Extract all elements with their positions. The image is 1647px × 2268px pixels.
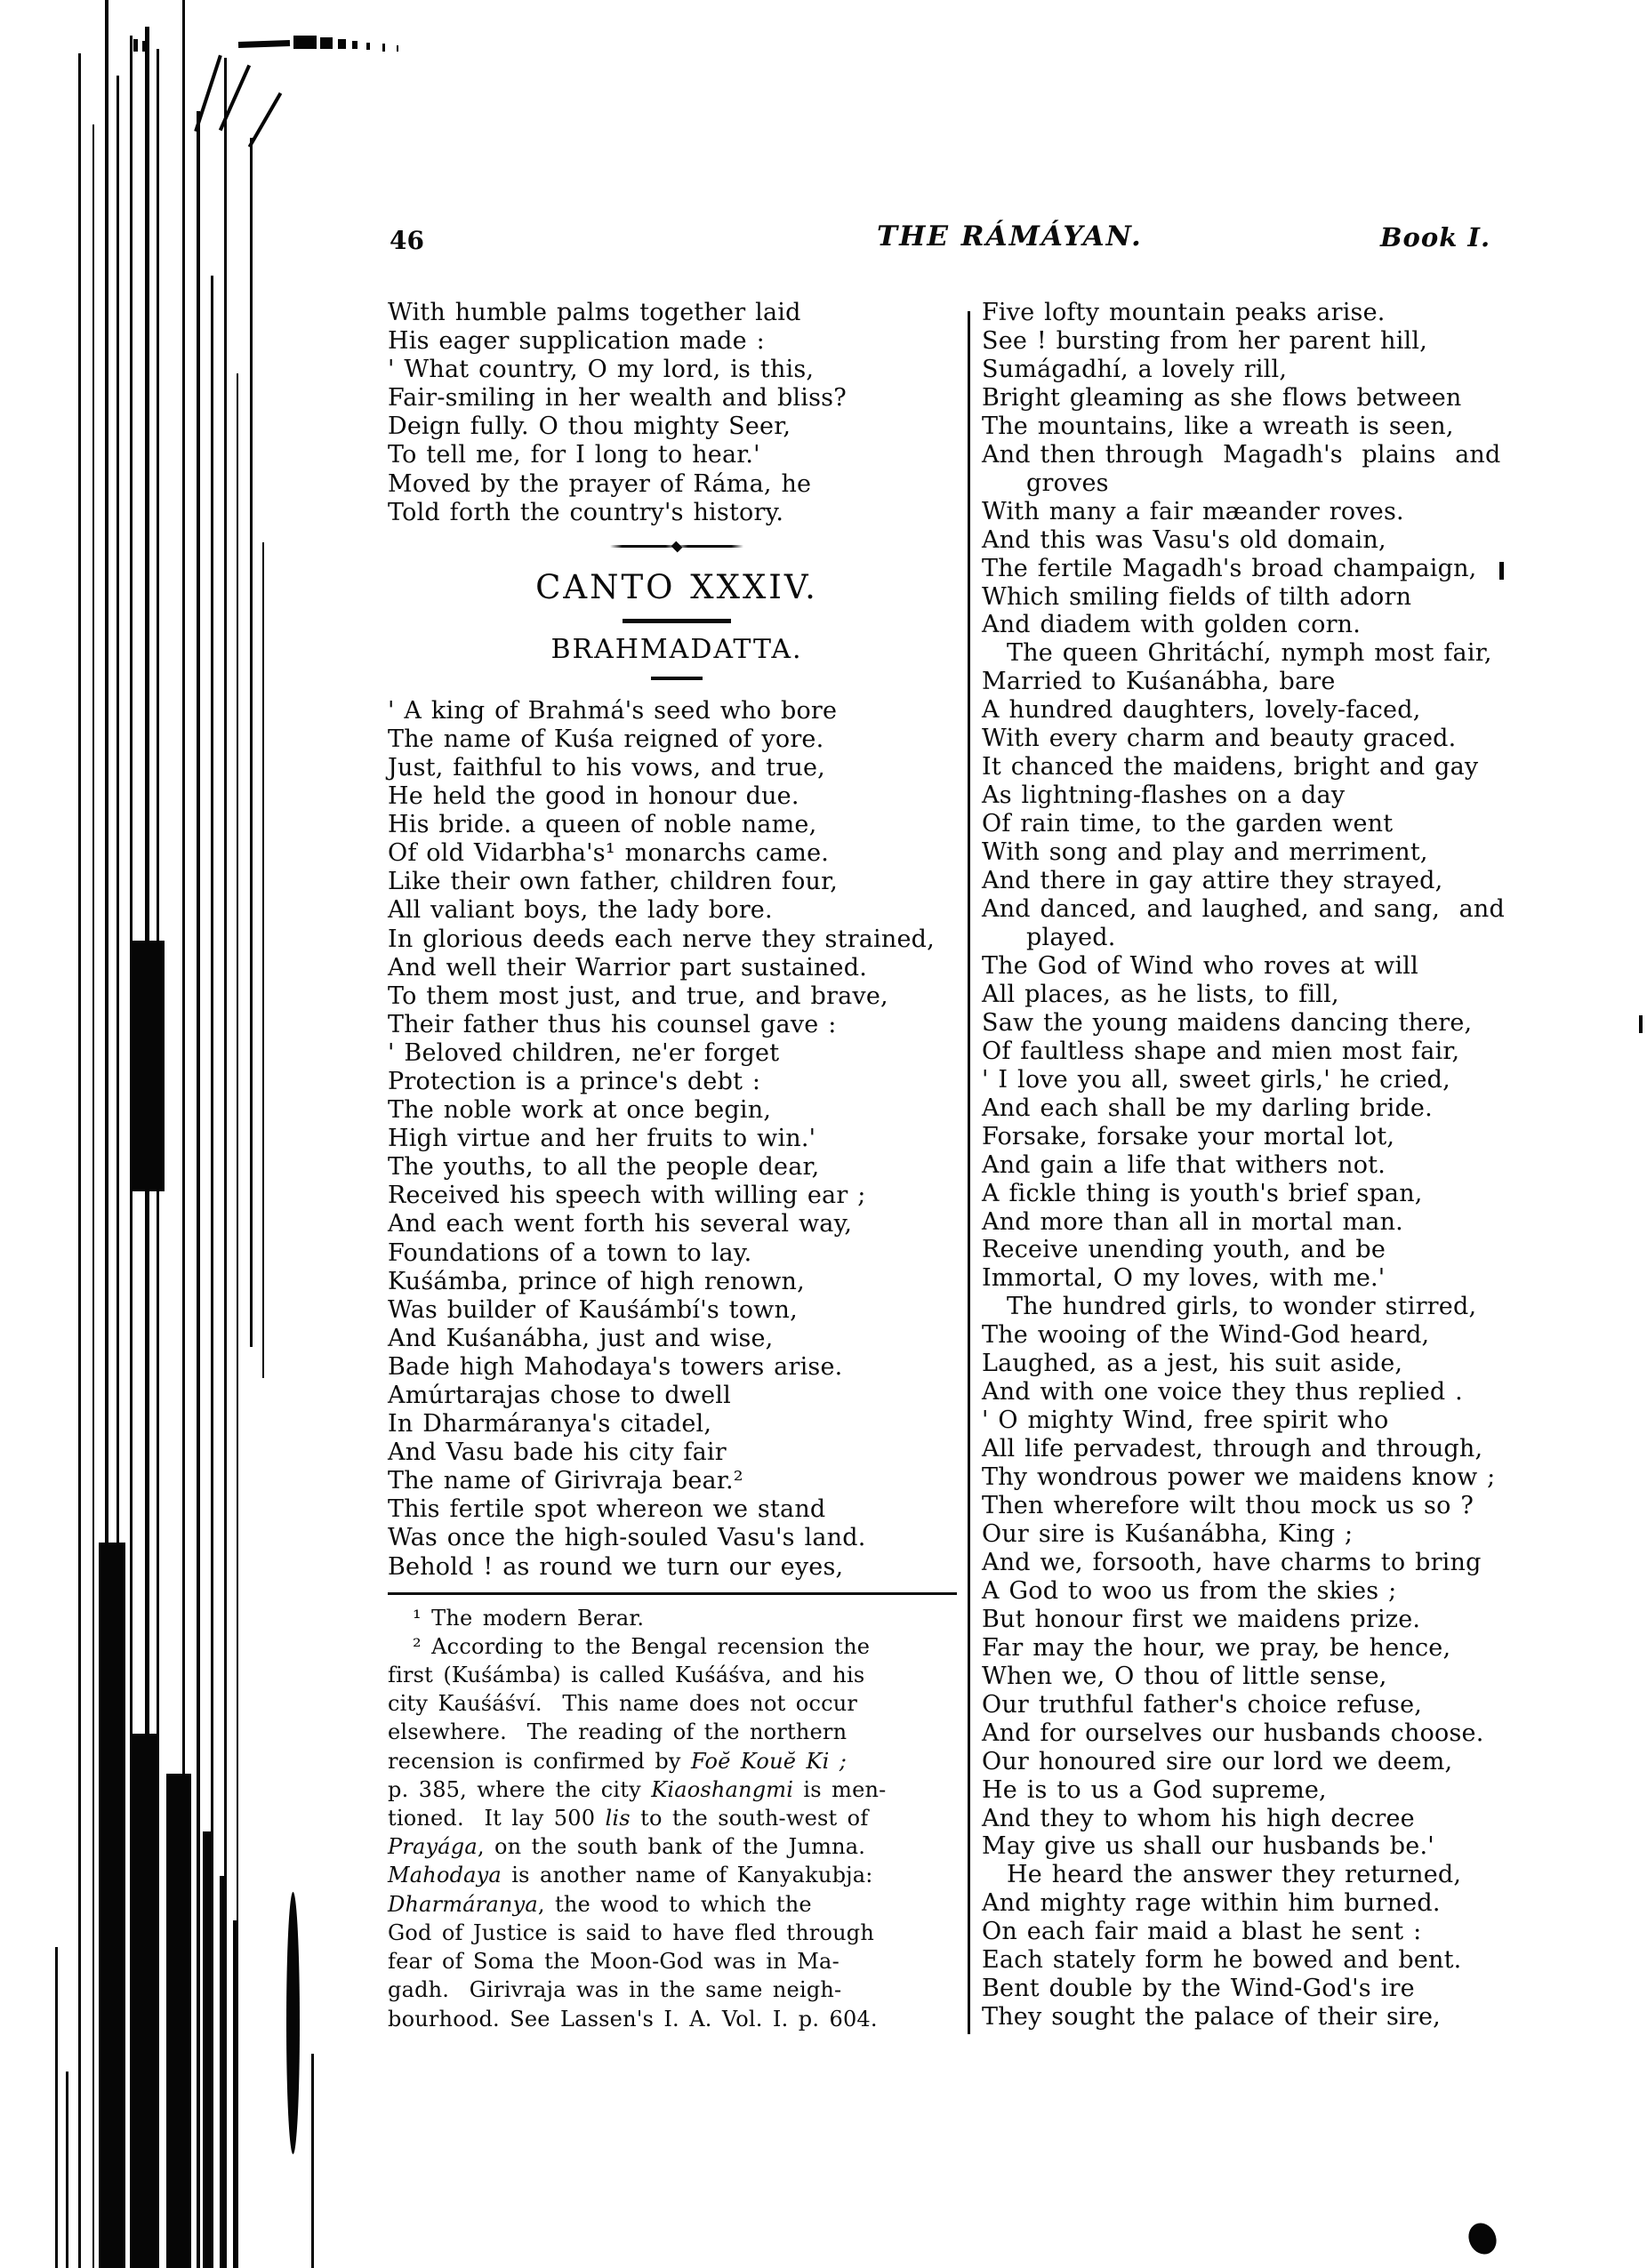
- text-line: And danced, and laughed, and sang, and: [982, 895, 1505, 924]
- ornament-diamond-icon: [671, 541, 683, 552]
- scan-artifact-mark: [66, 2072, 68, 2268]
- footnote-separator-rule: [388, 1592, 957, 1595]
- text-line: And they to whom his high decree: [982, 1804, 1415, 1832]
- scan-artifact-mark: [352, 41, 358, 49]
- text-line: The fertile Magadh's broad champaign,: [982, 554, 1477, 582]
- canto-heading-rule: [623, 619, 731, 623]
- text-line: city Kauśáśví. This name does not occur: [388, 1691, 858, 1717]
- text-line: When we, O thou of little sense,: [982, 1662, 1387, 1690]
- text-line: Our sire is Kuśanábha, King ;: [982, 1519, 1354, 1548]
- text-line: recension is confirmed by Foĕ Kouĕ Ki ;: [388, 1748, 848, 1774]
- text-line: ' O mighty Wind, free spirit who: [982, 1406, 1389, 1435]
- text-line: Their father thus his counsel gave :: [388, 1010, 837, 1038]
- text-line: In glorious deeds each nerve they strained,: [388, 925, 935, 953]
- scan-artifact-mark: [1464, 2218, 1501, 2258]
- text-line: ² According to the Bengal recension the: [413, 1633, 871, 1659]
- text-line: He is to us a God supreme,: [982, 1775, 1327, 1804]
- text-line: And this was Vasu's old domain,: [982, 525, 1386, 554]
- text-line: And well their Warrior part sustained.: [388, 953, 867, 982]
- text-line: Immortal, O my loves, with me.': [982, 1264, 1386, 1293]
- scan-artifact-mark: [197, 111, 200, 2268]
- text-line: With every charm and beauty graced.: [982, 725, 1457, 753]
- scan-artifact-mark: [194, 55, 222, 132]
- text-line: ' What country, O my lord, is this,: [388, 356, 815, 384]
- scan-artifact-mark: [203, 1831, 212, 2268]
- text-line: He held the good in honour due.: [388, 782, 799, 811]
- text-line: bourhood. See Lassen's I. A. Vol. I. p. 604.: [388, 2006, 878, 2032]
- text-line: All valiant boys, the lady bore.: [388, 896, 773, 925]
- text-line: A hundred daughters, lovely-faced,: [982, 696, 1421, 725]
- text-line: The hundred girls, to wonder stirred,: [1007, 1293, 1477, 1321]
- footnotes-block: [388, 1604, 966, 2033]
- scan-artifact-mark: [366, 43, 370, 50]
- scan-artifact-mark: [293, 36, 317, 49]
- text-line: Forsake, forsake your mortal lot,: [982, 1122, 1395, 1150]
- text-line: All life pervadest, through and through,: [982, 1435, 1483, 1463]
- text-line: Mahodaya is another name of Kanyakubja:: [388, 1863, 873, 1888]
- text-line: Bade high Mahodaya's towers arise.: [388, 1352, 843, 1381]
- text-line: And Vasu bade his city fair: [388, 1439, 727, 1467]
- text-line: And each went forth his several way,: [388, 1210, 853, 1238]
- scan-artifact-mark: [382, 44, 385, 52]
- text-line: With song and play and merriment,: [982, 838, 1428, 867]
- text-line: Of faultless shape and mien most fair,: [982, 1037, 1460, 1065]
- text-line: The mountains, like a wreath is seen,: [982, 412, 1454, 440]
- text-line: Saw the young maidens dancing there,: [982, 1008, 1473, 1037]
- text-line: The God of Wind who roves at will: [982, 951, 1418, 980]
- scan-artifact-mark: [248, 92, 282, 148]
- text-line: A God to woo us from the skies ;: [982, 1576, 1397, 1605]
- text-line: Five lofty mountain peaks arise.: [982, 299, 1386, 326]
- text-line: Bent double by the Wind-God's ire: [982, 1975, 1415, 2003]
- text-line: And for ourselves our husbands choose.: [982, 1719, 1484, 1747]
- text-line: This fertile spot whereon we stand: [388, 1495, 826, 1524]
- text-line: Our honoured sire our lord we deem,: [982, 1747, 1453, 1775]
- text-line: All places, as he lists, to fill,: [982, 980, 1339, 1008]
- stanza-block: [388, 299, 966, 527]
- text-line: High virtue and her fruits to win.': [388, 1125, 816, 1153]
- text-line: To tell me, for I long to hear.': [388, 441, 760, 469]
- text-line: Prayága, on the south bank of the Jumna.: [388, 1834, 866, 1860]
- text-line: Behold ! as round we turn our eyes,: [388, 1552, 844, 1581]
- text-line: ' A king of Brahmá's seed who bore: [388, 696, 838, 725]
- text-line: And mighty rage within him burned.: [982, 1889, 1441, 1918]
- text-line: tioned. It lay 500 lis to the south-west of: [388, 1806, 869, 1831]
- scan-artifact-mark: [338, 39, 346, 49]
- text-line: Was builder of Kauśámbí's town,: [388, 1295, 798, 1324]
- text-line: It chanced the maidens, bright and gay: [982, 753, 1479, 781]
- scan-artifact-mark: [133, 1734, 159, 2268]
- text-line: They sought the palace of their sire,: [982, 2003, 1441, 2032]
- text-line: And Kuśanábha, just and wise,: [388, 1324, 774, 1352]
- ornament-bar-right: [676, 545, 743, 548]
- scan-artifact-mark: [133, 941, 165, 1191]
- book-edition-label: Book I.: [1380, 222, 1491, 252]
- text-line: In Dharmáranya's citadel,: [388, 1410, 712, 1439]
- canto-heading: CANTO XXXIV.: [535, 567, 818, 606]
- text-line: And each shall be my darling bride.: [982, 1094, 1433, 1122]
- text-line: Kuśámba, prince of high renown,: [388, 1267, 805, 1295]
- text-line: Protection is a prince's debt :: [388, 1067, 761, 1095]
- text-line: Sumágadhí, a lovely rill,: [982, 355, 1288, 383]
- text-line: And gain a life that withers not.: [982, 1150, 1386, 1179]
- text-line: gadh. Girivraja was in the same neigh-: [388, 1977, 842, 2003]
- text-line: On each fair maid a blast he sent :: [982, 1918, 1422, 1946]
- text-line: Moved by the prayer of Ráma, he: [388, 469, 812, 498]
- scan-artifact-mark: [55, 1947, 58, 2268]
- text-line: His eager supplication made :: [388, 327, 765, 356]
- scan-artifact-mark: [92, 124, 94, 2268]
- text-line: Received his speech with willing ear ;: [388, 1182, 866, 1210]
- text-line: first (Kuśámba) is called Kuśáśva, and his: [388, 1663, 865, 1688]
- scan-artifact-mark: [311, 2054, 314, 2268]
- scan-artifact-mark: [133, 39, 138, 52]
- text-line: And then through Magadh's plains and: [982, 440, 1501, 469]
- text-line: Bright gleaming as she flows between: [982, 383, 1462, 412]
- text-line: Like their own father, children four,: [388, 868, 839, 896]
- text-line: And diadem with golden corn.: [982, 611, 1362, 639]
- text-line: groves: [1026, 469, 1109, 497]
- text-line: Told forth the country's history.: [388, 498, 784, 526]
- text-line: Which smiling fields of tilth adorn: [982, 582, 1412, 611]
- scan-artifact-mark: [166, 1774, 191, 2268]
- scan-artifact-mark: [220, 1876, 225, 2268]
- scan-artifact-mark: [99, 1543, 125, 2268]
- scan-artifact-mark: [262, 542, 264, 1378]
- text-line: elsewhere. The reading of the northern: [388, 1719, 848, 1745]
- text-line: ¹ The modern Berar.: [413, 1605, 645, 1631]
- text-line: The youths, to all the people dear,: [388, 1153, 820, 1182]
- scan-artifact-mark: [238, 40, 290, 48]
- canto-subheading: BRAHMADATTA.: [550, 633, 803, 665]
- text-line: played.: [1026, 923, 1116, 951]
- text-line: Of old Vidarbha's¹ monarchs came.: [388, 839, 830, 868]
- text-line: Of rain time, to the garden went: [982, 810, 1394, 838]
- ornament-bar-left: [610, 545, 678, 548]
- text-line: The wooing of the Wind-God heard,: [982, 1321, 1430, 1350]
- running-title: THE RÁMÁYAN.: [877, 220, 1143, 252]
- column-divider-rule: [968, 311, 970, 2034]
- text-line: Each stately form he bowed and bent.: [982, 1946, 1462, 1975]
- scan-artifact-mark: [237, 373, 238, 2268]
- text-line: Receive unending youth, and be: [982, 1236, 1386, 1264]
- left-column: [388, 299, 966, 2033]
- text-line: Our truthful father's choice refuse,: [982, 1690, 1423, 1719]
- text-line: The name of Girivraja bear.²: [388, 1467, 743, 1495]
- text-line: As lightning-flashes on a day: [982, 781, 1346, 810]
- scan-artifact-mark: [142, 41, 145, 52]
- text-line: See ! bursting from her parent hill,: [982, 326, 1428, 355]
- text-line: The name of Kuśa reigned of yore.: [388, 725, 824, 753]
- text-line: ' Beloved children, ne'er forget: [388, 1038, 780, 1067]
- text-line: To them most just, and true, and brave,: [388, 982, 888, 1010]
- text-line: And we, forsooth, have charms to bring: [982, 1548, 1482, 1576]
- text-line: Far may the hour, we pray, be hence,: [982, 1633, 1451, 1662]
- text-line: Was once the high-souled Vasu's land.: [388, 1524, 866, 1552]
- text-line: A fickle thing is youth's brief span,: [982, 1179, 1423, 1207]
- text-line: And there in gay attire they strayed,: [982, 867, 1443, 895]
- text-line: fear of Soma the Moon-God was in Ma-: [388, 1949, 840, 1975]
- text-line: Deign fully. O thou mighty Seer,: [388, 413, 791, 441]
- text-line: Foundations of a town to lay.: [388, 1238, 752, 1267]
- scan-artifact-mark: [320, 37, 333, 49]
- text-line: With humble palms together laid: [388, 299, 801, 326]
- scan-artifact-mark: [1499, 562, 1504, 580]
- text-line: Married to Kuśanábha, bare: [982, 668, 1336, 696]
- page-number: 46: [390, 226, 424, 255]
- text-line: He heard the answer they returned,: [1007, 1861, 1462, 1889]
- text-line: The queen Ghritáchí, nymph most fair,: [1007, 639, 1492, 668]
- right-column: [982, 299, 1505, 2032]
- scan-artifact-mark: [250, 138, 253, 1347]
- text-line: Thy wondrous power we maidens know ;: [982, 1463, 1496, 1492]
- text-line: Dharmáranya, the wood to which the: [388, 1891, 812, 1917]
- scan-artifact-mark: [233, 1920, 237, 2268]
- text-line: Fair-smiling in her wealth and bliss?: [388, 384, 847, 413]
- text-line: ' I love you all, sweet girls,' he cried,: [982, 1065, 1450, 1094]
- text-line: God of Justice is said to have fled through: [388, 1919, 875, 1945]
- text-line: p. 385, where the city Kiaoshangmi is men-: [388, 1776, 887, 1802]
- scan-artifact-mark: [397, 45, 398, 52]
- section-ornament: [610, 541, 743, 552]
- text-line: Laughed, as a jest, his suit aside,: [982, 1350, 1403, 1378]
- text-line: Just, faithful to his vows, and true,: [388, 753, 825, 781]
- text-line: Then wherefore wilt thou mock us so ?: [982, 1492, 1474, 1520]
- text-line: With many a fair mæander roves.: [982, 497, 1404, 525]
- text-line: And with one voice they thus replied .: [982, 1378, 1463, 1406]
- text-line: The noble work at once begin,: [388, 1096, 772, 1125]
- text-line: Amúrtarajas chose to dwell: [388, 1382, 731, 1409]
- text-line: His bride. a queen of noble name,: [388, 811, 817, 839]
- stanza-block: [388, 697, 966, 1582]
- text-line: May give us shall our husbands be.': [982, 1832, 1434, 1861]
- scan-artifact-mark: [78, 53, 81, 2268]
- scan-artifact-mark: [286, 1892, 300, 2154]
- canto-subheading-rule: [651, 677, 703, 680]
- scan-artifact-mark: [1639, 1015, 1643, 1033]
- text-line: But honour first we maidens prize.: [982, 1605, 1421, 1633]
- text-line: And more than all in mortal man.: [982, 1207, 1403, 1236]
